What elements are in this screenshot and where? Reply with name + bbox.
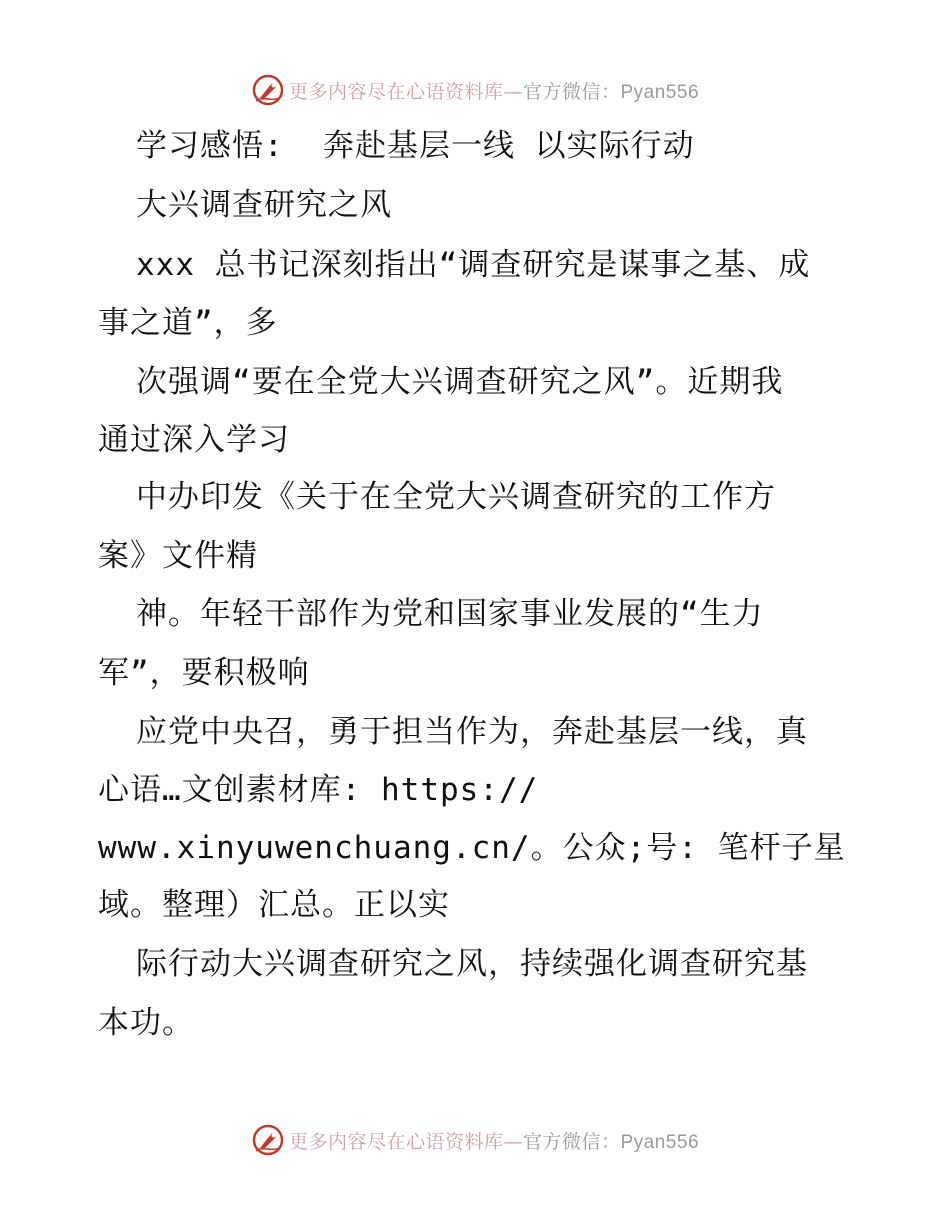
watermark-wechat: 官方微信：Pyan556 (523, 81, 700, 103)
footer-watermark (0, 1120, 950, 1160)
paragraph-line: 次强调“要在全党大兴调查研究之风”。近期我 (136, 364, 784, 400)
paragraph-line: 神。年轻干部作为党和国家事业发展的“生力 (136, 596, 764, 632)
paragraph-line: 军”，要积极响 (98, 655, 310, 691)
paragraph-line: xxx 总书记深刻指出“调查研究是谋事之基、成 (136, 247, 811, 283)
document-title-line-2: 大兴调查研究之风 (136, 187, 392, 223)
watermark-text: 更多内容尽在心语资料库— (288, 80, 523, 103)
paragraph-line: 心语…文创素材库: https:// (98, 772, 539, 808)
paragraph-line: 际行动大兴调查研究之风，持续强化调查研究基 (136, 946, 808, 982)
document-title-line-1: 学习感悟: 奔赴基层一线 以实际行动 (136, 128, 695, 164)
paragraph-line: 事之道”，多 (98, 305, 278, 341)
paragraph-line: 通过深入学习 (98, 422, 290, 458)
paragraph-line: 本功。 (98, 1005, 194, 1041)
paragraph-line: 中办印发《关于在全党大兴调查研究的工作方 (136, 479, 776, 515)
watermark-text: 更多内容尽在心语资料库— (288, 1130, 523, 1153)
paragraph-line: 域。整理）汇总。正以实 (98, 887, 450, 923)
watermark-wechat: 官方微信：Pyan556 (523, 1131, 700, 1153)
paragraph-line: www.xinyuwenchuang.cn/。公众;号: 笔杆子星 (98, 830, 846, 866)
paragraph-line: 案》文件精 (98, 538, 258, 574)
pen-nib-logo-icon (251, 1123, 285, 1157)
paragraph-line: 应党中央召，勇于担当作为，奔赴基层一线，真 (136, 714, 808, 750)
